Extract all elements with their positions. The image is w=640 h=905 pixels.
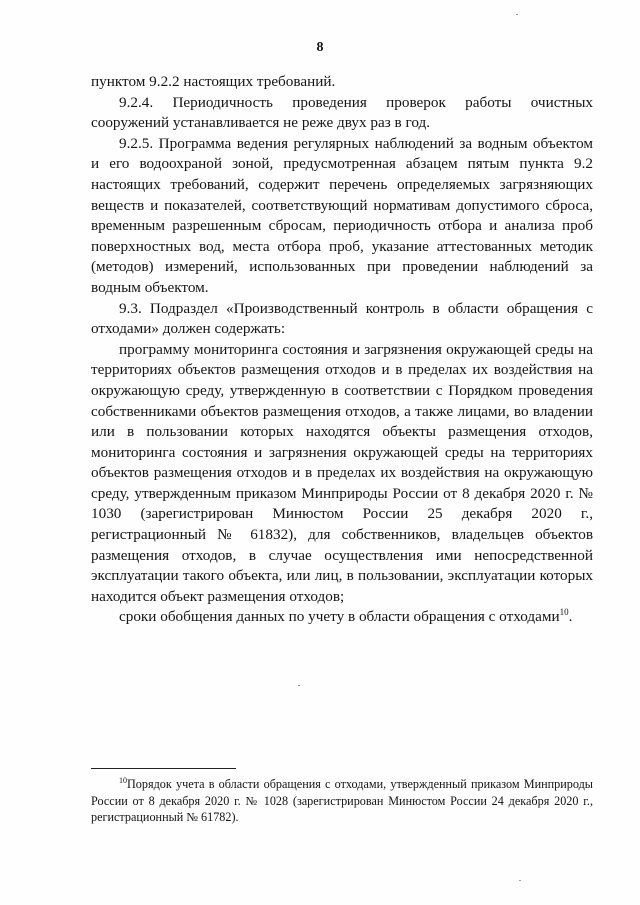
footnote-number: 10 [119,775,127,785]
footnote [91,776,593,826]
paragraph-monitoring-program: программу мониторинга состояния и загрязнения окружающей среды на территориях объектов размещения отходов и в пределах их воздействия на окружающую среду, утвержденную в соответствии с Порядком проведения собственниками объектов размещения отходов, а также лицами, во владении или в пользовании которых находятся объекты размещения отходов, мониторинга состояния и загрязнения окружающей среды на территориях объектов размещения отходов и в пределах их воздействия на окружающую среду, утвержденным приказом Минприроды России от 8 декабря 2020 г. № 1030 (зарегистрирован Минюстом России 25 декабря 2020 г., регистрационный № 61832), для собственников, владельцев объектов размещения отходов, в случае осуществления ими непосредственной эксплуатации такого объекта, или лиц, в пользовании, эксплуатации которых находится объект размещения отходов; [91,340,593,605]
paragraph-data-terms-end: . [568,608,573,626]
footnote-reference: 10 [559,607,569,618]
document-body [91,72,593,628]
paragraph-data-terms-text: сроки обобщения данных по учету в области обращения с отходами [119,608,560,626]
paragraph-data-terms [91,607,593,628]
paragraph-9-2-5: 9.2.5. Программа ведения регулярных наблюдений за водным объектом и его водоохраной зоной, предусмотренная абзацем пятым пункта 9.2 настоящих требований, содержит перечень определяемых загрязняющих веществ и показателей, соответствующий нормативам допустимого сброса, временным разрешенным сбросам, периодичность отбора и анализа проб поверхностных вод, места отбора проб, указание аттестованных методик (методов) измерений, использованных при проведении наблюдений за водным объектом. [91,134,593,296]
footnote-text: Порядок учета в области обращения с отходами, утвержденный приказом Минприроды России от 8 декабря 2020 г. № 1028 (зарегистрирован Минюстом России 24 декабря 2020 г., регистрационный № 61782). [91,777,593,824]
paragraph-9-2-4: 9.2.4. Периодичность проведения проверок работы очистных сооружений устанавливается не реже двух раз в год. [91,93,593,132]
scan-speck [516,14,518,15]
footnote-separator [91,768,236,769]
footnote-text-block [91,776,593,826]
scan-speck [298,685,300,686]
paragraph-continuation: пунктом 9.2.2 настоящих требований. [91,73,336,90]
page-number: 8 [316,40,324,55]
paragraph-9-3: 9.3. Подраздел «Производственный контроль в области обращения с отходами» должен содержать: [91,299,593,338]
scan-speck [519,880,521,881]
